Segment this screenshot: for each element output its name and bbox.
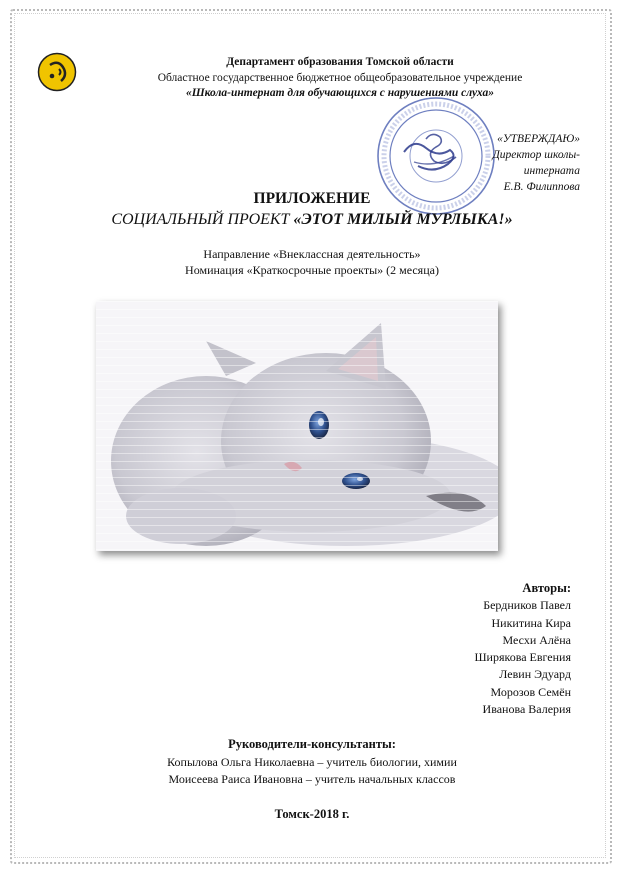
department-name: Департамент образования Томской области: [226, 56, 454, 68]
city-year: Томск-2018 г.: [274, 807, 350, 821]
author-name: Левин Эдуард: [499, 667, 571, 682]
approval-block: [470, 131, 580, 195]
institution-name: Областное государственное бюджетное общеобразовательное учреждение: [157, 72, 523, 84]
author-name: Иванова Валерия: [482, 702, 571, 717]
author-name: Бердников Павел: [483, 598, 571, 613]
managers-heading: Руководители-консультанты:: [228, 737, 396, 751]
direction-line: Направление «Внеклассная деятельность»: [203, 247, 421, 261]
approval-position: Директор школы-интерната: [492, 149, 580, 177]
authors-heading: Авторы:: [522, 581, 571, 595]
author-name: Месхи Алёна: [502, 632, 571, 647]
kitten-photo: [96, 301, 498, 551]
approval-title: «УТВЕРЖДАЮ»: [497, 133, 580, 145]
author-name: Ширякова Евгения: [474, 650, 571, 665]
approval-signatory: Е.В. Филиппова: [503, 181, 580, 193]
appendix-title: ПРИЛОЖЕНИЕ: [253, 190, 371, 207]
nomination-line: Номинация «Краткосрочные проекты» (2 месяца): [185, 263, 439, 277]
deaf-school-logo-icon: [37, 52, 77, 92]
project-title-prefix: СОЦИАЛЬНЫЙ ПРОЕКТ: [111, 211, 294, 228]
author-name: Морозов Семён: [490, 684, 571, 699]
manager-line: Моисеева Раиса Ивановна – учитель начальных классов: [168, 772, 456, 786]
author-name: Никитина Кира: [491, 615, 571, 630]
authors-block: [474, 580, 571, 718]
project-title-name: «ЭТОТ МИЛЫЙ МУРЛЫКА!»: [293, 211, 513, 228]
school-name: «Школа-интернат для обучающихся с нарушениями слуха»: [185, 87, 495, 99]
project-title: [0, 211, 624, 229]
manager-line: Копылова Ольга Николаевна – учитель биологии, химии: [167, 755, 457, 769]
